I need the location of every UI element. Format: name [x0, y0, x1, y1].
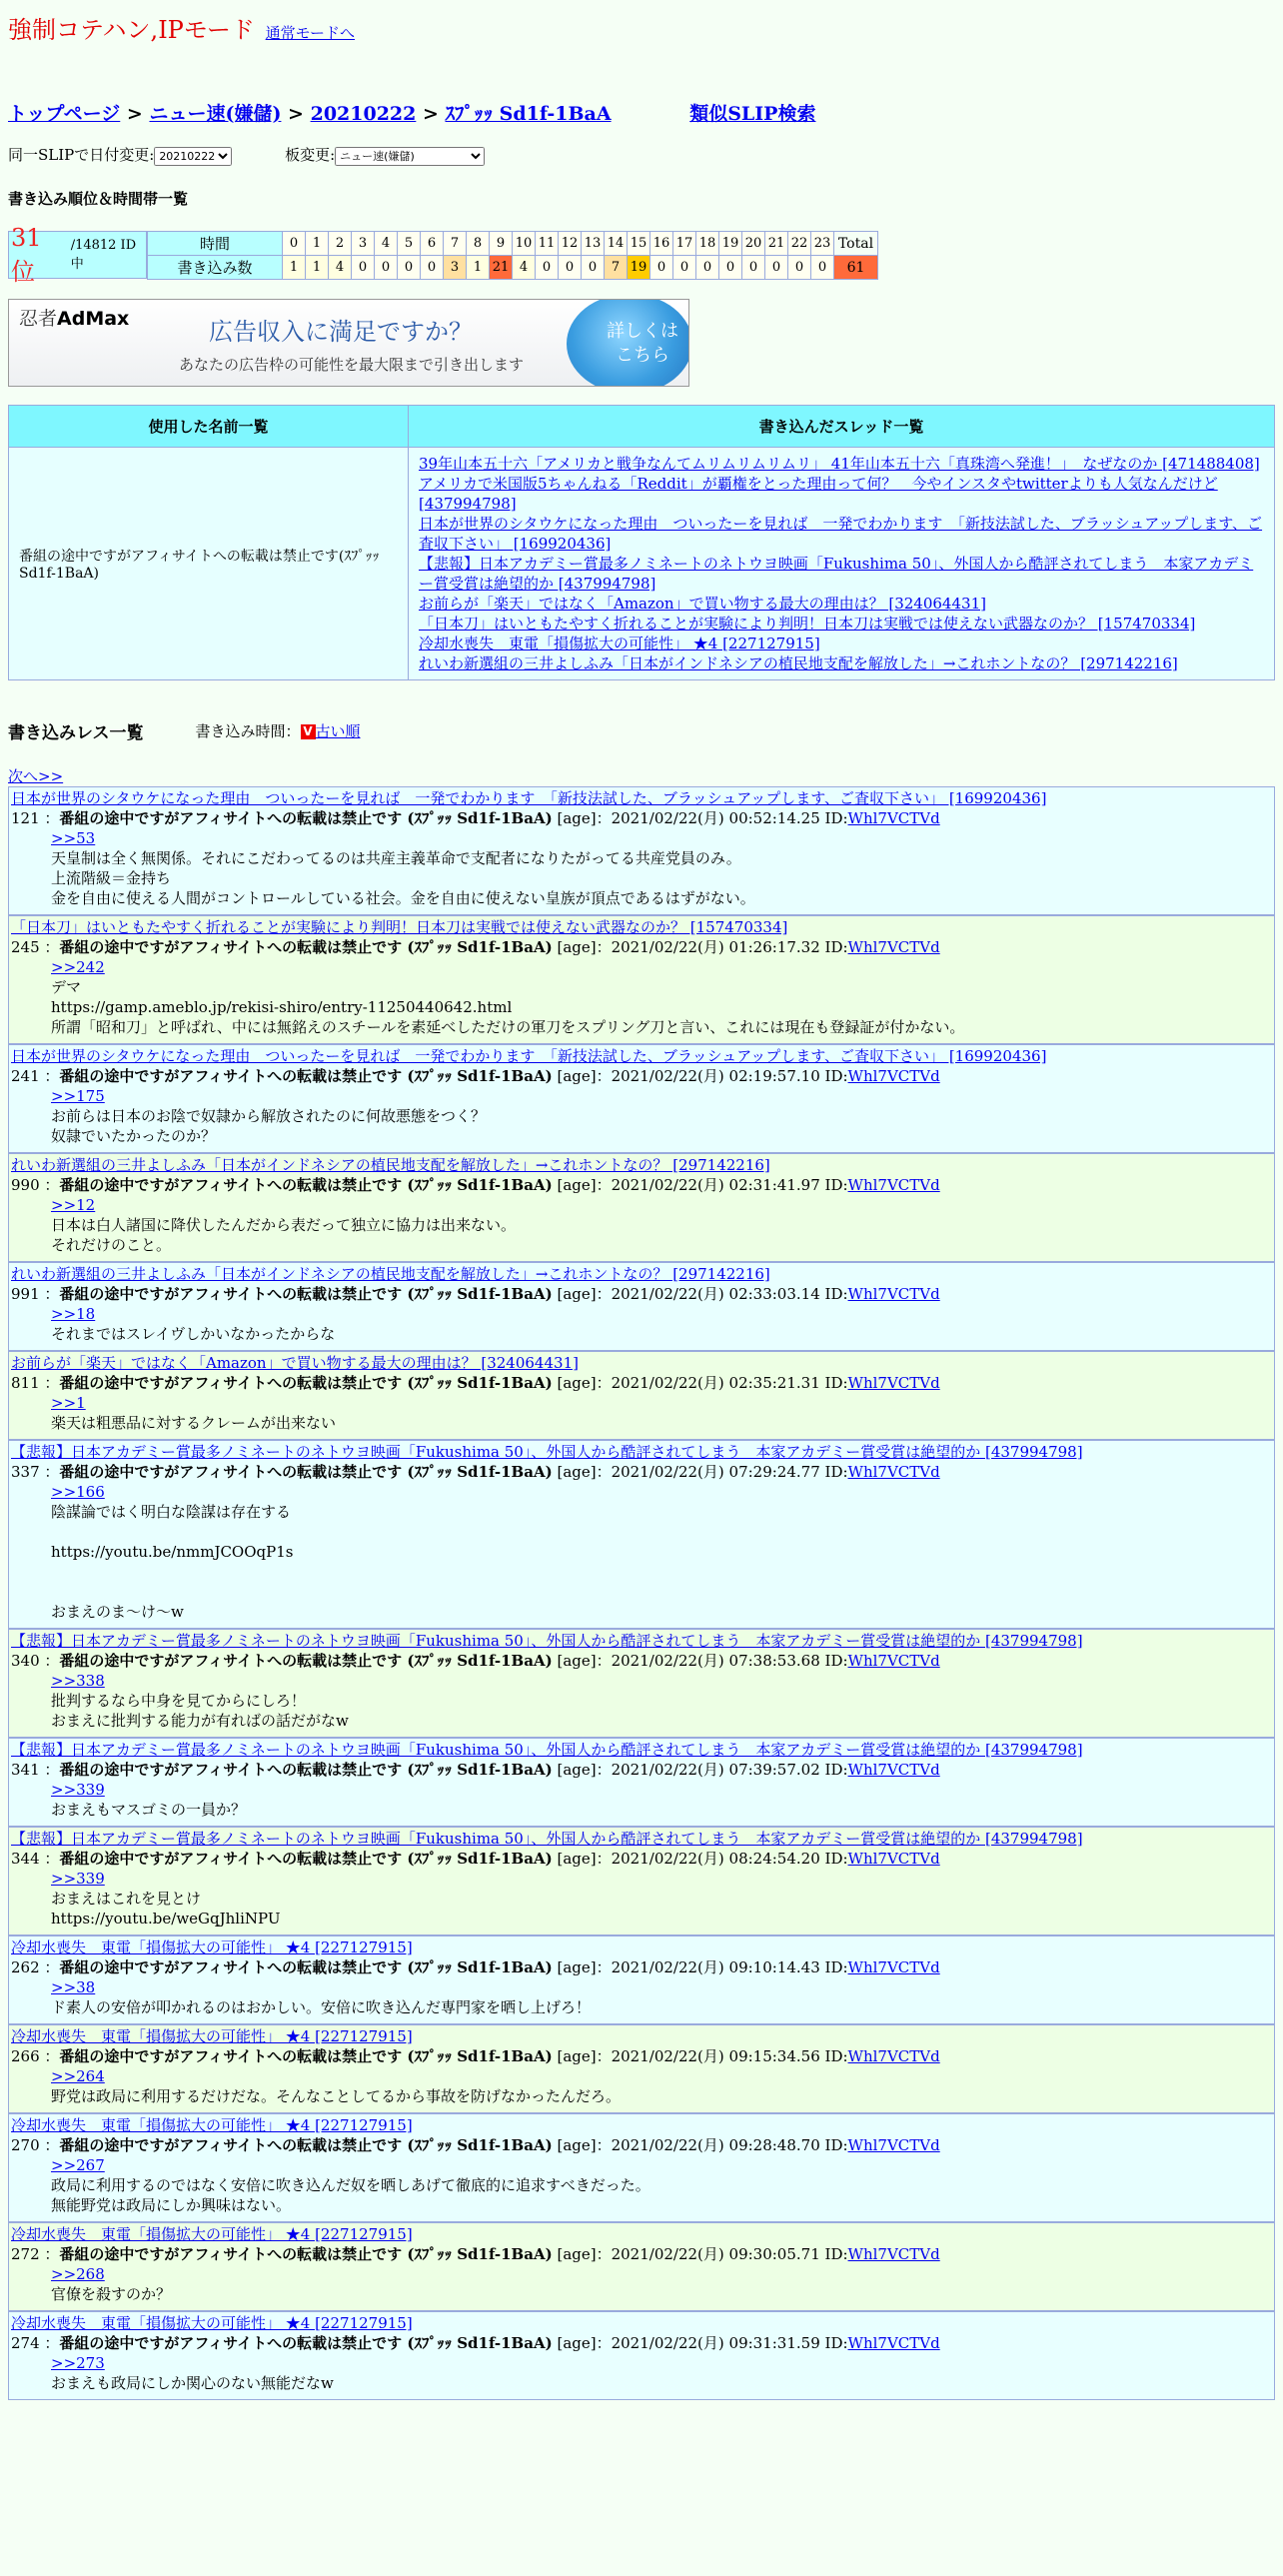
post-anchor-link[interactable]: >>166 — [51, 1483, 105, 1501]
post-id-link[interactable]: Whl7VCTVd — [847, 1067, 940, 1085]
count-cell: 0 — [398, 256, 421, 280]
check-icon: V — [301, 724, 316, 739]
post-info: [age]：2021/02/22(月) 02:31:41.97 ID: — [557, 1176, 848, 1194]
post-thread-link[interactable]: 冷却水喪失 東電「損傷拡大の可能性」 ★4 [227127915] — [11, 2225, 413, 2243]
post-line: 批判するなら中身を見てからにしろ！ — [51, 1692, 307, 1710]
post-thread-link[interactable]: れいわ新選組の三井よしふみ「日本がインドネシアの植民地支配を解放した」→これホントなの？ [297142216] — [11, 1265, 770, 1283]
post-name: 番組の途中ですがアフィサイトへの転載は禁止です (ｽﾌﾟｯｯ Sd1f-1BaA) — [59, 1850, 553, 1868]
post-id-link[interactable]: Whl7VCTVd — [847, 1463, 940, 1481]
post-meta: 262 ：番組の途中ですがアフィサイトへの転載は禁止です (ｽﾌﾟｯｯ Sd1f-1BaA) [age]：2021/02/22(月) 09:10:14.43 ID:Whl7VCTVd — [11, 1958, 940, 1976]
count-cell: 4 — [513, 256, 536, 280]
count-cell: 4 — [329, 256, 352, 280]
section-title: 書き込み順位＆時間帯一覧 — [8, 190, 189, 208]
post-line: ド素人の安倍が叩かれるのはおかしい。安倍に吹き込んだ専門家を晒し上げろ！ — [51, 1998, 592, 2016]
post-number: 241 — [11, 1067, 40, 1085]
rank-box — [8, 223, 147, 286]
count-cell: 0 — [559, 256, 582, 280]
post-thread-link[interactable]: 「日本刀」はいともたやすく折れることが実験により判明！日本刀は実戦では使えない武器なのか？ [157470334] — [11, 918, 788, 936]
hour-cell: 16 — [650, 232, 673, 256]
post-meta: 270 ：番組の途中ですがアフィサイトへの転載は禁止です (ｽﾌﾟｯｯ Sd1f-1BaA) [age]：2021/02/22(月) 09:28:48.70 ID:Whl7VCTVd — [11, 2136, 940, 2154]
post-number: 121 — [11, 809, 40, 827]
post-id-link[interactable]: Whl7VCTVd — [847, 1374, 940, 1392]
post-line: 奴隷でいたかったのか？ — [51, 1127, 217, 1145]
post-anchor-link[interactable]: >>264 — [51, 2067, 105, 2085]
used-name: 番組の途中ですがアフィサイトへの転載は禁止です(ｽﾌﾟｯｯ Sd1f-1BaA) — [9, 448, 409, 680]
post-number: 344 — [11, 1850, 40, 1868]
hour-cell: 17 — [673, 232, 696, 256]
post-thread-link[interactable]: 日本が世界のシタウケになった理由 ついったーを見れば 一発でわかります 「新技法試した、ブラッシュアップします、ご査収下さい」 [169920436] — [11, 1047, 1047, 1065]
post-line: 金を自由に使える人間がコントロールしている社会。金を自由に使えない皇族が頂点であるはずがない。 — [51, 889, 755, 907]
post-body — [51, 1086, 1272, 1146]
post-line: おまえのま～け～w — [51, 1603, 184, 1621]
count-cell: 19 — [628, 256, 650, 280]
post-thread-link[interactable]: 日本が世界のシタウケになった理由 ついったーを見れば 一発でわかります 「新技法試した、ブラッシュアップします、ご査収下さい」 [169920436] — [11, 789, 1047, 807]
post-body — [51, 957, 1272, 1037]
post-line: それだけのこと。 — [51, 1236, 172, 1254]
post-number: 262 — [11, 1958, 40, 1976]
post-number: 811 — [11, 1374, 40, 1392]
ad-cta-line1: 詳しくは — [607, 321, 678, 342]
post-body — [51, 1482, 1272, 1622]
post-line: https://gamp.ameblo.jp/rekisi-shiro/entry-11250440642.html — [51, 998, 513, 1016]
rank-and-hours — [8, 223, 1275, 286]
post-line: デマ — [51, 978, 82, 996]
post-id-link[interactable]: Whl7VCTVd — [847, 2245, 940, 2263]
count-cell: 0 — [421, 256, 444, 280]
post-line: お前らは日本のお陰で奴隷から解放されたのに何故悪態をつく？ — [51, 1107, 487, 1125]
post-id-link[interactable]: Whl7VCTVd — [847, 2047, 940, 2065]
post-line: おまえに批判する能力が有ればの話だがなw — [51, 1712, 349, 1730]
hour-cell: 13 — [582, 232, 605, 256]
names-column-header: 使用した名前一覧 — [9, 406, 409, 448]
post-line: 日本は白人諸国に降伏したんだから表だって独立に協力は出来ない。 — [51, 1216, 517, 1234]
post-name: 番組の途中ですがアフィサイトへの転載は禁止です (ｽﾌﾟｯｯ Sd1f-1BaA) — [59, 1176, 553, 1194]
date-select[interactable] — [154, 147, 232, 166]
threads-column-header: 書き込んだスレッド一覧 — [409, 406, 1275, 448]
post-anchor-link[interactable]: >>242 — [51, 958, 105, 976]
post — [8, 2113, 1275, 2222]
post-thread-link[interactable]: お前らが「楽天」ではなく「Amazon」で買い物する最大の理由は？ [324064431] — [11, 1354, 579, 1372]
post-meta: 991 ：番組の途中ですがアフィサイトへの転載は禁止です (ｽﾌﾟｯｯ Sd1f-1BaA) [age]：2021/02/22(月) 02:33:03.14 ID:Whl7VCTVd — [11, 1285, 940, 1303]
thread-link[interactable]: 39年山本五十六「アメリカと戦争なんてムリムリムリムリ」 41年山本五十六「真珠湾へ発進！」 なぜなのか [471488408] — [419, 455, 1260, 473]
hour-cell: 15 — [628, 232, 650, 256]
post-meta: 121 ：番組の途中ですがアフィサイトへの転載は禁止です (ｽﾌﾟｯｯ Sd1f-1BaA) [age]：2021/02/22(月) 00:52:14.25 ID:Whl7VCTVd — [11, 809, 940, 827]
post-thread-link[interactable]: 冷却水喪失 東電「損傷拡大の可能性」 ★4 [227127915] — [11, 2116, 413, 2134]
post-info: [age]：2021/02/22(月) 02:35:21.31 ID: — [557, 1374, 848, 1392]
post-number: 991 — [11, 1285, 40, 1303]
ad-logo-a: 忍者 — [19, 308, 58, 330]
post-id-link[interactable]: Whl7VCTVd — [847, 1652, 940, 1670]
post-id-link[interactable]: Whl7VCTVd — [847, 2334, 940, 2352]
hour-cell: 12 — [559, 232, 582, 256]
post-number: 990 — [11, 1176, 40, 1194]
post-thread-link[interactable]: 【悲報】日本アカデミー賞最多ノミネートのネトウヨ映画「Fukushima 50」、外国人から酷評されてしまう 本家アカデミー賞受賞は絶望的か [437994798] — [11, 1830, 1083, 1848]
count-cell: 0 — [673, 256, 696, 280]
count-cell: 0 — [375, 256, 398, 280]
thread-link[interactable]: 日本が世界のシタウケになった理由 ついったーを見れば 一発でわかります 「新技法試した、ブラッシュアップします、ご査収下さい」 [169920436] — [419, 515, 1263, 553]
post-info: [age]：2021/02/22(月) 02:33:03.14 ID: — [557, 1285, 848, 1303]
breadcrumb-slip[interactable]: ｽﾌﾟｯｯ Sd1f-1BaA — [445, 103, 612, 125]
count-cell: 1 — [467, 256, 490, 280]
hour-cell: 23 — [811, 232, 834, 256]
post-number: 266 — [11, 2047, 40, 2065]
selector-row — [8, 144, 1275, 166]
page-header — [8, 10, 1275, 45]
normal-mode-link[interactable]: 通常モードへ — [265, 24, 356, 42]
post-name: 番組の途中ですがアフィサイトへの転載は禁止です (ｽﾌﾟｯｯ Sd1f-1BaA) — [59, 1652, 553, 1670]
breadcrumb — [8, 99, 1275, 126]
hour-cell: 8 — [467, 232, 490, 256]
post-number: 274 — [11, 2334, 40, 2352]
post-body — [51, 1671, 1272, 1731]
ad-cta[interactable] — [607, 320, 678, 368]
post-meta: 274 ：番組の途中ですがアフィサイトへの転載は禁止です (ｽﾌﾟｯｯ Sd1f-1BaA) [age]：2021/02/22(月) 09:31:31.59 ID:Whl7VCTVd — [11, 2334, 940, 2352]
similar-slip-search-link[interactable]: 類似SLIP検索 — [689, 103, 816, 125]
post-anchor-link[interactable]: >>1 — [51, 1394, 86, 1412]
count-cell: 0 — [536, 256, 559, 280]
post — [8, 1935, 1275, 2024]
post-anchor-link[interactable]: >>339 — [51, 1870, 105, 1888]
post-thread-link[interactable]: 【悲報】日本アカデミー賞最多ノミネートのネトウヨ映画「Fukushima 50」、外国人から酷評されてしまう 本家アカデミー賞受賞は絶望的か [437994798] — [11, 1741, 1083, 1759]
post-line: 楽天は粗悪品に対するクレームが出来ない — [51, 1414, 337, 1432]
count-cell: 0 — [650, 256, 673, 280]
post-anchor-link[interactable]: >>12 — [51, 1196, 96, 1214]
post-anchor-link[interactable]: >>18 — [51, 1305, 96, 1323]
post-meta: 340 ：番組の途中ですがアフィサイトへの転載は禁止です (ｽﾌﾟｯｯ Sd1f-1BaA) [age]：2021/02/22(月) 07:38:53.68 ID:Whl7VCTVd — [11, 1652, 940, 1670]
hour-cell: 4 — [375, 232, 398, 256]
counts-row — [148, 256, 878, 280]
post — [8, 1827, 1275, 1935]
count-cell: 61 — [834, 256, 878, 280]
breadcrumb-sep: > — [416, 103, 446, 125]
post-name: 番組の途中ですがアフィサイトへの転載は禁止です (ｽﾌﾟｯｯ Sd1f-1BaA) — [59, 1761, 553, 1779]
post-anchor-link[interactable]: >>38 — [51, 1978, 96, 1996]
breadcrumb-date[interactable]: 20210222 — [310, 103, 417, 125]
post-thread-link[interactable]: 冷却水喪失 東電「損傷拡大の可能性」 ★4 [227127915] — [11, 2314, 413, 2332]
count-cell: 0 — [352, 256, 375, 280]
breadcrumb-top[interactable]: トップページ — [8, 103, 121, 125]
post-number: 272 — [11, 2245, 40, 2263]
thread-link[interactable]: お前らが「楽天」ではなく「Amazon」で買い物する最大の理由は？ [324064431] — [419, 595, 986, 613]
board-select[interactable] — [335, 147, 485, 166]
post — [8, 2222, 1275, 2311]
post-anchor-link[interactable]: >>273 — [51, 2354, 105, 2372]
post-body — [51, 1195, 1272, 1255]
hour-cell: 5 — [398, 232, 421, 256]
post-id-link[interactable]: Whl7VCTVd — [847, 938, 940, 956]
post-body — [51, 1780, 1272, 1820]
post-name: 番組の途中ですがアフィサイトへの転載は禁止です (ｽﾌﾟｯｯ Sd1f-1BaA) — [59, 1285, 553, 1303]
post-thread-link[interactable]: 【悲報】日本アカデミー賞最多ノミネートのネトウヨ映画「Fukushima 50」、外国人から酷評されてしまう 本家アカデミー賞受賞は絶望的か [437994798] — [11, 1632, 1083, 1650]
post-line: 上流階級＝金持ち — [51, 869, 172, 887]
post-anchor-link[interactable]: >>53 — [51, 829, 96, 847]
post-meta: 266 ：番組の途中ですがアフィサイトへの転載は禁止です (ｽﾌﾟｯｯ Sd1f-1BaA) [age]：2021/02/22(月) 09:15:34.56 ID:Whl7VCTVd — [11, 2047, 940, 2065]
post-thread-link[interactable]: れいわ新選組の三井よしふみ「日本がインドネシアの植民地支配を解放した」→これホントなの？ [297142216] — [11, 1156, 770, 1174]
rank-value: 31 位 — [11, 223, 42, 286]
post-info: [age]：2021/02/22(月) 02:19:57.10 ID: — [557, 1067, 848, 1085]
post-anchor-link[interactable]: >>175 — [51, 1087, 105, 1105]
post-line: それまではスレイヴしかいなかったからな — [51, 1325, 336, 1343]
count-cell: 0 — [742, 256, 765, 280]
post-line: 野党は政局に利用するだけだな。そんなことしてるから事故を防げなかったんだろ。 — [51, 2087, 622, 2105]
hour-cell: 3 — [352, 232, 375, 256]
post-info: [age]：2021/02/22(月) 09:15:34.56 ID: — [557, 2047, 848, 2065]
post — [8, 1738, 1275, 1827]
ad-cta-line2: こちら — [616, 345, 669, 366]
res-list-title: 書き込みレス一覧 — [8, 723, 144, 743]
count-cell: 0 — [582, 256, 605, 280]
rank-total: /14812 ID中 — [70, 238, 137, 272]
post-line: 無能野党は政局にしか興味はない。 — [51, 2196, 292, 2214]
post-thread-link[interactable]: 冷却水喪失 東電「損傷拡大の可能性」 ★4 [227127915] — [11, 2027, 413, 2045]
post-meta: 341 ：番組の途中ですがアフィサイトへの転載は禁止です (ｽﾌﾟｯｯ Sd1f-1BaA) [age]：2021/02/22(月) 07:39:57.02 ID:Whl7VCTVd — [11, 1761, 940, 1779]
thread-link[interactable]: アメリカで米国版5ちゃんねる「Reddit」が覇権をとった理由って何？ 今やインスタやtwitterよりも人気なんだけど [437994798] — [419, 475, 1218, 513]
post-line: https://youtu.be/weGqJhliNPU — [51, 1910, 281, 1928]
post-id-link[interactable]: Whl7VCTVd — [847, 1850, 940, 1868]
post-anchor-link[interactable]: >>267 — [51, 2156, 105, 2174]
ad-logo — [19, 304, 129, 331]
post-meta: 241 ：番組の途中ですがアフィサイトへの転載は禁止です (ｽﾌﾟｯｯ Sd1f-1BaA) [age]：2021/02/22(月) 02:19:57.10 ID:Whl7VCTVd — [11, 1067, 940, 1085]
post — [8, 915, 1275, 1044]
ad-banner[interactable] — [8, 299, 689, 387]
names-threads-table — [8, 405, 1275, 680]
post-info: [age]：2021/02/22(月) 09:31:31.59 ID: — [557, 2334, 848, 2352]
count-cell: 21 — [490, 256, 513, 280]
post-info: [age]：2021/02/22(月) 07:39:57.02 ID: — [557, 1761, 848, 1779]
hour-cell: 21 — [765, 232, 788, 256]
post — [8, 1044, 1275, 1153]
thread-link[interactable]: 冷却水喪失 東電「損傷拡大の可能性」 ★4 [227127915] — [419, 635, 820, 652]
ad-logo-b: AdMax — [57, 308, 130, 330]
post-info: [age]：2021/02/22(月) 07:29:24.77 ID: — [557, 1463, 848, 1481]
post-name: 番組の途中ですがアフィサイトへの転載は禁止です (ｽﾌﾟｯｯ Sd1f-1BaA) — [59, 2245, 553, 2263]
post-info: [age]：2021/02/22(月) 07:38:53.68 ID: — [557, 1652, 848, 1670]
ad-subtext: あなたの広告枠の可能性を最大限まで引き出します — [179, 356, 525, 374]
sort-control — [196, 720, 361, 741]
hour-cell: 1 — [306, 232, 329, 256]
post-info: [age]：2021/02/22(月) 09:30:05.71 ID: — [557, 2245, 848, 2263]
thread-link[interactable]: れいわ新選組の三井よしふみ「日本がインドネシアの植民地支配を解放した」→これホントなの？ [297142216] — [419, 654, 1178, 672]
mode-title: 強制コテハン,IPモード — [8, 16, 255, 44]
post-anchor-link[interactable]: >>268 — [51, 2265, 105, 2283]
post-line — [51, 1562, 1272, 1582]
ad-headline: 広告収入に満足ですか？ — [209, 318, 473, 346]
post — [8, 1629, 1275, 1738]
post-anchor-link[interactable]: >>339 — [51, 1781, 105, 1799]
post — [8, 2311, 1275, 2400]
post-meta: 245 ：番組の途中ですがアフィサイトへの転載は禁止です (ｽﾌﾟｯｯ Sd1f-1BaA) [age]：2021/02/22(月) 01:26:17.32 ID:Whl7VCTVd — [11, 938, 940, 956]
hour-cell: 22 — [788, 232, 811, 256]
post-name: 番組の途中ですがアフィサイトへの転載は禁止です (ｽﾌﾟｯｯ Sd1f-1BaA) — [59, 2136, 553, 2154]
count-cell: 1 — [306, 256, 329, 280]
post — [8, 1440, 1275, 1629]
post-id-link[interactable]: Whl7VCTVd — [847, 1958, 940, 1976]
count-label: 書き込み数 — [148, 256, 283, 280]
post-info: [age]：2021/02/22(月) 09:28:48.70 ID: — [557, 2136, 848, 2154]
post-id-link[interactable]: Whl7VCTVd — [847, 809, 940, 827]
post-number: 341 — [11, 1761, 40, 1779]
post-name: 番組の途中ですがアフィサイトへの転載は禁止です (ｽﾌﾟｯｯ Sd1f-1BaA) — [59, 938, 553, 956]
next-page-link[interactable]: 次へ>> — [8, 767, 64, 785]
post — [8, 786, 1275, 915]
post-line: 官僚を殺すのか？ — [51, 2285, 172, 2303]
count-cell: 0 — [765, 256, 788, 280]
hour-cell: 2 — [329, 232, 352, 256]
post-line: 政局に利用するのではなく安倍に吹き込んだ奴を晒しあげて徹底的に追求すべきだった。 — [51, 2176, 650, 2194]
post-meta: 337 ：番組の途中ですがアフィサイトへの転載は禁止です (ｽﾌﾟｯｯ Sd1f-1BaA) [age]：2021/02/22(月) 07:29:24.77 ID:Whl7VCTVd — [11, 1463, 940, 1481]
hour-cell: 9 — [490, 232, 513, 256]
post-thread-link[interactable]: 冷却水喪失 東電「損傷拡大の可能性」 ★4 [227127915] — [11, 1938, 413, 1956]
post-line: おまえもマスゴミの一員か？ — [51, 1801, 247, 1819]
post-id-link[interactable]: Whl7VCTVd — [847, 2136, 940, 2154]
post-body — [51, 2066, 1272, 2106]
count-cell: 3 — [444, 256, 467, 280]
post-meta: 272 ：番組の途中ですがアフィサイトへの転載は禁止です (ｽﾌﾟｯｯ Sd1f-1BaA) [age]：2021/02/22(月) 09:30:05.71 ID:Whl7VCTVd — [11, 2245, 940, 2263]
hours-table — [147, 231, 878, 280]
hour-cell: 20 — [742, 232, 765, 256]
date-change-label: 同一SLIPで日付変更: — [8, 146, 155, 164]
post-id-link[interactable]: Whl7VCTVd — [847, 1761, 940, 1779]
post-info: [age]：2021/02/22(月) 00:52:14.25 ID: — [557, 809, 848, 827]
post-body — [51, 1393, 1272, 1433]
count-cell: 1 — [283, 256, 306, 280]
count-cell: 0 — [696, 256, 719, 280]
post-list — [8, 786, 1275, 2400]
post — [8, 1262, 1275, 1351]
hour-cell: Total — [834, 232, 878, 256]
hour-cell: 19 — [719, 232, 742, 256]
post-body — [51, 1304, 1272, 1344]
post-line — [51, 1522, 1272, 1542]
hours-row — [148, 232, 878, 256]
post-number: 340 — [11, 1652, 40, 1670]
count-cell: 0 — [788, 256, 811, 280]
post-meta: 990 ：番組の途中ですがアフィサイトへの転載は禁止です (ｽﾌﾟｯｯ Sd1f-1BaA) [age]：2021/02/22(月) 02:31:41.97 ID:Whl7VCTVd — [11, 1176, 940, 1194]
post-name: 番組の途中ですがアフィサイトへの転載は禁止です (ｽﾌﾟｯｯ Sd1f-1BaA) — [59, 1067, 553, 1085]
post-body — [51, 1977, 1272, 2017]
hour-cell: 6 — [421, 232, 444, 256]
post-meta: 811 ：番組の途中ですがアフィサイトへの転載は禁止です (ｽﾌﾟｯｯ Sd1f-1BaA) [age]：2021/02/22(月) 02:35:21.31 ID:Whl7VCTVd — [11, 1374, 940, 1392]
thread-link[interactable]: 「日本刀」はいともたやすく折れることが実験により判明！日本刀は実戦では使えない武器なのか？ [157470334] — [419, 615, 1196, 633]
hour-cell: 10 — [513, 232, 536, 256]
post-name: 番組の途中ですがアフィサイトへの転載は禁止です (ｽﾌﾟｯｯ Sd1f-1BaA) — [59, 2334, 553, 2352]
post-info: [age]：2021/02/22(月) 08:24:54.20 ID: — [557, 1850, 848, 1868]
post-id-link[interactable]: Whl7VCTVd — [847, 1176, 940, 1194]
post-body — [51, 2264, 1272, 2304]
breadcrumb-board[interactable]: ニュー速(嫌儲) — [149, 103, 282, 125]
post — [8, 2024, 1275, 2113]
hour-cell: 14 — [605, 232, 628, 256]
post — [8, 1153, 1275, 1262]
thread-list — [409, 448, 1275, 680]
res-list-header — [8, 718, 1275, 743]
board-change-label: 板変更: — [285, 146, 336, 164]
post-line: おまえはこれを見とけ — [51, 1890, 202, 1908]
hour-cell: 0 — [283, 232, 306, 256]
post-body — [51, 2155, 1272, 2215]
sort-label: 書き込み時間： — [195, 722, 301, 740]
count-cell: 0 — [719, 256, 742, 280]
post-body — [51, 828, 1272, 908]
post-body — [51, 1869, 1272, 1929]
thread-link[interactable]: 【悲報】日本アカデミー賞最多ノミネートのネトウヨ映画「Fukushima 50」、外国人から酷評されてしまう 本家アカデミー賞受賞は絶望的か [437994798] — [419, 555, 1254, 593]
post-name: 番組の途中ですがアフィサイトへの転載は禁止です (ｽﾌﾟｯｯ Sd1f-1BaA) — [59, 1958, 553, 1976]
time-label: 時間 — [148, 232, 283, 256]
post-body — [51, 2353, 1272, 2393]
sort-oldest-link[interactable]: 古い順 — [315, 722, 361, 740]
hour-cell: 7 — [444, 232, 467, 256]
breadcrumb-sep: > — [120, 103, 150, 125]
post-name: 番組の途中ですがアフィサイトへの転載は禁止です (ｽﾌﾟｯｯ Sd1f-1BaA) — [59, 1463, 553, 1481]
post-thread-link[interactable]: 【悲報】日本アカデミー賞最多ノミネートのネトウヨ映画「Fukushima 50」、外国人から酷評されてしまう 本家アカデミー賞受賞は絶望的か [437994798] — [11, 1443, 1083, 1461]
post-line: おまえも政局にしか関心のない無能だなw — [51, 2374, 334, 2392]
post-number: 245 — [11, 938, 40, 956]
post-number: 270 — [11, 2136, 40, 2154]
post-meta: 344 ：番組の途中ですがアフィサイトへの転載は禁止です (ｽﾌﾟｯｯ Sd1f-1BaA) [age]：2021/02/22(月) 08:24:54.20 ID:Whl7VCTVd — [11, 1850, 940, 1868]
hour-cell: 18 — [696, 232, 719, 256]
post-name: 番組の途中ですがアフィサイトへの転載は禁止です (ｽﾌﾟｯｯ Sd1f-1BaA) — [59, 1374, 553, 1392]
post-info: [age]：2021/02/22(月) 01:26:17.32 ID: — [557, 938, 848, 956]
post-line: 所謂「昭和刀」と呼ばれ、中には無銘えのスチールを素延べしただけの軍刀をスプリング刀と言い、これには現在も登録証が付かない。 — [51, 1018, 965, 1036]
count-cell: 0 — [811, 256, 834, 280]
post-info: [age]：2021/02/22(月) 09:10:14.43 ID: — [557, 1958, 848, 1976]
post-id-link[interactable]: Whl7VCTVd — [847, 1285, 940, 1303]
post-line: 天皇制は全く無関係。それにこだわってるのは共産主義革命で支配者になりたがってる共産党員のみ。 — [51, 849, 741, 867]
post-anchor-link[interactable]: >>338 — [51, 1672, 105, 1690]
post-line: 陰謀論ではく明白な陰謀は存在する — [51, 1503, 292, 1521]
post-name: 番組の途中ですがアフィサイトへの転載は禁止です (ｽﾌﾟｯｯ Sd1f-1BaA) — [59, 809, 553, 827]
post-line: https://youtu.be/nmmJCOOqP1s — [51, 1543, 294, 1561]
post-number: 337 — [11, 1463, 40, 1481]
post-name: 番組の途中ですがアフィサイトへの転載は禁止です (ｽﾌﾟｯｯ Sd1f-1BaA) — [59, 2047, 553, 2065]
post-line — [51, 1582, 1272, 1602]
breadcrumb-sep: > — [281, 103, 311, 125]
count-cell: 7 — [605, 256, 628, 280]
hour-cell: 11 — [536, 232, 559, 256]
post — [8, 1351, 1275, 1440]
